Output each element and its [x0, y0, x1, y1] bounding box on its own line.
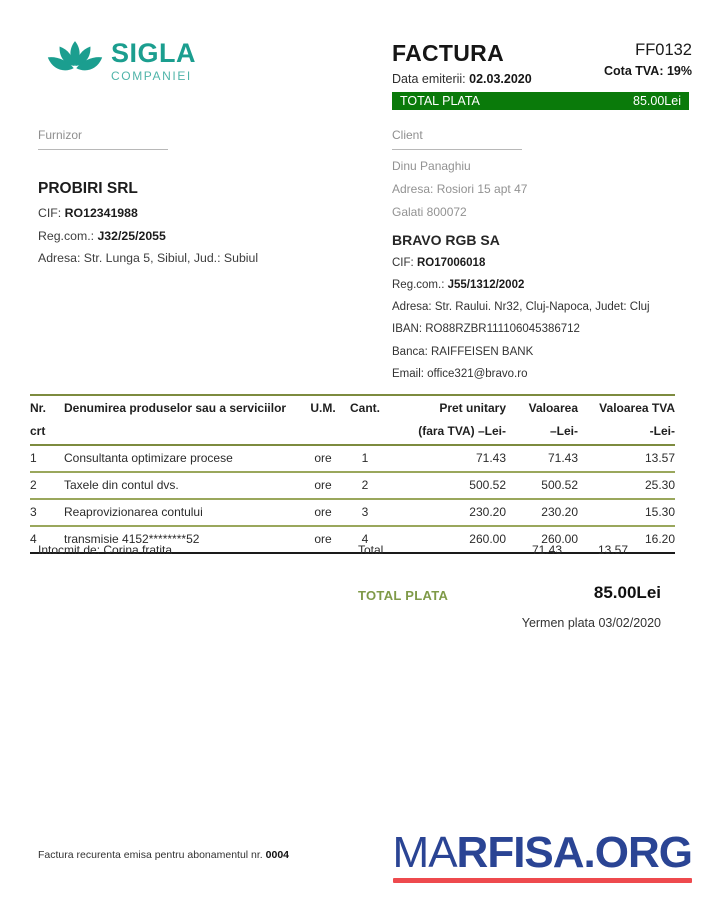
supplier-cif-line [38, 207, 378, 221]
cell-nr: 1 [30, 451, 37, 465]
col-header-cant: Cant. [350, 401, 380, 415]
marfisa-wordmark-light: MA [392, 828, 457, 877]
client-divider [392, 149, 522, 150]
client-email: Email: office321@bravo.ro [392, 367, 528, 380]
issue-date-value: 02.03.2020 [469, 72, 532, 86]
cell-valoarea: 230.20 [541, 505, 578, 519]
cell-nr: 4 [30, 532, 37, 546]
issue-date-line [392, 72, 532, 86]
marfisa-underline [393, 878, 692, 883]
client-cif-line [392, 257, 692, 270]
due-date-line [522, 616, 661, 630]
supplier-regcom-label: Reg.com.: [38, 228, 95, 243]
cell-cant: 4 [361, 532, 369, 546]
total-pay-bar-label: TOTAL PLATA [400, 94, 480, 108]
table-row [30, 499, 675, 526]
cell-valoarea: 260.00 [541, 532, 578, 546]
vat-rate: Cota TVA: 19% [604, 64, 692, 78]
supplier-name: PROBIRI SRL [38, 180, 138, 197]
cell-cant: 3 [361, 505, 369, 519]
cell-cant: 2 [361, 478, 369, 492]
due-date-value: 03/02/2020 [598, 616, 661, 630]
marfisa-wordmark-bold: RFISA.ORG [456, 828, 692, 877]
cell-pret: 230.20 [469, 505, 506, 519]
client-iban: IBAN: RO88RZBR111106045386712 [392, 323, 580, 336]
grand-total-value: 85.00Lei [593, 583, 661, 602]
lotus-icon [46, 36, 104, 86]
due-date-label: Yermen plata [521, 616, 595, 630]
cell-denumirea: Reaprovizionarea contului [64, 505, 203, 519]
invoice-number: FF0132 [635, 41, 692, 59]
prepared-by: Intocmit de: Corina fratita [38, 543, 173, 557]
cell-um: ore [314, 451, 332, 465]
client-section [392, 128, 692, 380]
col-header-pret-unitar: Pret unitary (fara TVA) –Lei- [418, 401, 506, 438]
client-regcom-label: Reg.com.: [392, 279, 445, 292]
brand-name: SIGLA [111, 38, 197, 68]
brand-subtitle: COMPANIEI [111, 69, 192, 83]
table-row [30, 445, 675, 472]
invoice-number-block [604, 41, 692, 78]
items-table-header-row [30, 395, 675, 445]
cell-tva: 15.30 [644, 505, 675, 519]
cell-denumirea: Taxele din contul dvs. [64, 478, 179, 492]
company-logo [46, 36, 196, 86]
col-header-valoarea-tva: Valoarea TVA -Lei- [599, 401, 675, 438]
cell-nr: 3 [30, 505, 37, 519]
client-address: Adresa: Str. Raului. Nr32, Cluj-Napoca, Judet: Cluj [392, 301, 650, 314]
supplier-regcom-line [38, 230, 378, 244]
supplier-divider [38, 149, 168, 150]
cell-um: ore [314, 505, 332, 519]
issue-date-label: Data emiterii: [392, 72, 466, 86]
invoice-title-block [392, 40, 532, 86]
client-contact-address: Adresa: Rosiori 15 apt 47 [392, 182, 528, 197]
total-pay-bar [392, 92, 689, 110]
table-row [30, 472, 675, 499]
supplier-section-label: Furnizor [38, 128, 83, 142]
cell-valoarea: 500.52 [541, 478, 578, 492]
client-regcom-line [392, 279, 692, 292]
grand-total-label: TOTAL PLATA [358, 588, 449, 603]
cell-pret: 500.52 [469, 478, 506, 492]
items-table [30, 394, 675, 554]
supplier-regcom-value: J32/25/2055 [97, 228, 166, 243]
cell-pret: 71.43 [475, 451, 506, 465]
cell-valoarea: 71.43 [547, 451, 578, 465]
cell-cant: 1 [361, 451, 369, 465]
cell-tva: 13.57 [644, 451, 675, 465]
col-header-denumirea: Denumirea produselor sau a serviciilor [64, 401, 287, 415]
supplier-address: Adresa: Str. Lunga 5, Sibiul, Jud.: Subiul [38, 251, 259, 266]
supplier-cif-label: CIF: [38, 206, 62, 220]
client-company-name: BRAVO RGB SA [392, 231, 500, 248]
client-contact-name: Dinu Panaghiu [392, 159, 471, 173]
cell-tva: 25.30 [644, 478, 675, 492]
marfisa-wordmark [393, 829, 692, 877]
col-header-nr: Nr. crt [30, 401, 47, 438]
cell-nr: 2 [30, 478, 37, 492]
subscription-number: 0004 [265, 849, 289, 861]
client-section-label: Client [392, 128, 423, 142]
total-row-label: Total [358, 543, 384, 557]
client-contact-city: Galati 800072 [392, 205, 467, 220]
cell-pret: 260.00 [469, 532, 506, 546]
cell-tva: 16.20 [644, 532, 675, 546]
cell-um: ore [314, 532, 332, 546]
invoice-title: FACTURA [392, 40, 504, 66]
cell-denumirea: transmisie 4152********52 [64, 532, 200, 546]
supplier-section [38, 128, 378, 266]
supplier-cif-value: RO12341988 [64, 206, 138, 220]
logo-text [111, 40, 196, 82]
cell-denumirea: Consultanta optimizare procese [64, 451, 233, 465]
client-cif-label: CIF: [392, 257, 414, 270]
marfisa-logo [393, 829, 692, 883]
col-header-valoarea: Valoarea –Lei- [528, 401, 578, 438]
client-regcom-value: J55/1312/2002 [447, 279, 525, 292]
total-valoarea: 71.43 [531, 543, 562, 557]
client-cif-value: RO17006018 [416, 257, 486, 270]
recurring-note-text: Factura recurenta emisa pentru abonamentul nr. [38, 849, 263, 861]
client-bank: Banca: RAIFFEISEN BANK [392, 345, 534, 358]
recurring-invoice-note [38, 849, 289, 861]
total-valoarea-tva: 13.57 [597, 543, 628, 557]
cell-um: ore [314, 478, 332, 492]
total-pay-bar-value: 85.00Lei [633, 94, 681, 108]
col-header-um: U.M. [310, 401, 336, 415]
